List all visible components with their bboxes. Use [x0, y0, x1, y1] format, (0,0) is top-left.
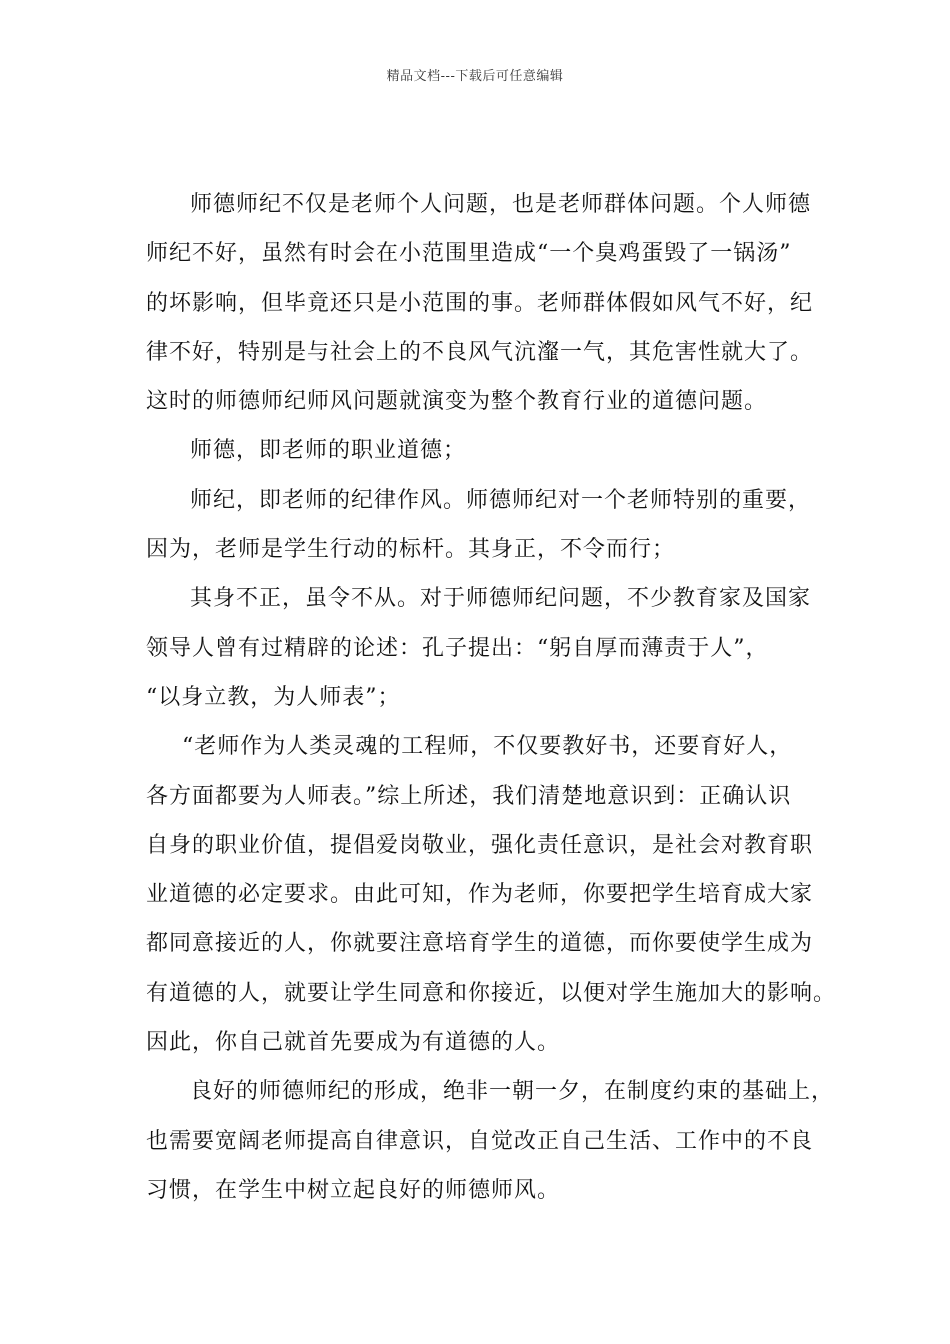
paragraph-line: 业道德的必定要求。由此可知，作为老师，你要把学生培育成大家 — [146, 882, 814, 908]
paragraph-line: 师纪，即老师的纪律作风。师德师纪对一个老师特别的重要， — [190, 487, 812, 513]
paragraph-line: 律不好，特别是与社会上的不良风气沆瀣一气，其危害性就大了。 — [146, 339, 814, 365]
paragraph-line: 都同意接近的人，你就要注意培育学生的道德，而你要使学生成为 — [146, 931, 814, 957]
paragraph-line: 师德师纪不仅是老师个人问题，也是老师群体问题。个人师德 — [190, 192, 812, 217]
paragraph-line: 自身的职业价值，提倡爱岗敬业，强化责任意识，是社会对教育职 — [146, 832, 814, 858]
paragraph-line: 的坏影响，但毕竟还只是小范围的事。老师群体假如风气不好，纪 — [146, 290, 814, 316]
paragraph-line: 良好的师德师纪的形成，绝非一朝一夕，在制度约束的基础上， — [190, 1079, 835, 1105]
paragraph-line: 因此，你自己就首先要成为有道德的人。 — [146, 1030, 561, 1056]
document-body — [146, 180, 837, 1215]
paragraph-line: 领导人曾有过精辟的论述：孔子提出：“躬自厚而薄责于人”， — [146, 635, 769, 661]
paragraph-line: 也需要宽阔老师提高自律意识，自觉改正自己生活、工作中的不良 — [146, 1128, 814, 1154]
paragraph-line: 因为，老师是学生行动的标杆。其身正，不令而行； — [146, 537, 676, 563]
paragraph-line: 习惯，在学生中树立起良好的师德师风。 — [146, 1177, 561, 1203]
paragraph-line: 这时的师德师纪师风问题就演变为整个教育行业的道德问题。 — [146, 389, 768, 415]
paragraph-line: 各方面都要为人师表。”综上所述，我们清楚地意识到：正确认识 — [146, 783, 792, 809]
paragraph-line: 师纪不好，虽然有时会在小范围里造成“一个臭鸡蛋毁了一锅汤” — [146, 241, 792, 267]
paragraph-line: 师德，即老师的职业道德； — [190, 438, 467, 464]
paragraph-line: “以身立教，为人师表”； — [146, 684, 401, 710]
page-header: 精品文档---下载后可任意编辑 — [386, 69, 564, 84]
paragraph-line: 其身不正，虽令不从。对于师德师纪问题，不少教育家及国家 — [190, 586, 812, 612]
paragraph-line: 有道德的人，就要让学生同意和你接近，以便对学生施加大的影响。 — [146, 980, 837, 1006]
paragraph-line: “老师作为人类灵魂的工程师，不仅要教好书，还要育好人， — [182, 734, 793, 760]
